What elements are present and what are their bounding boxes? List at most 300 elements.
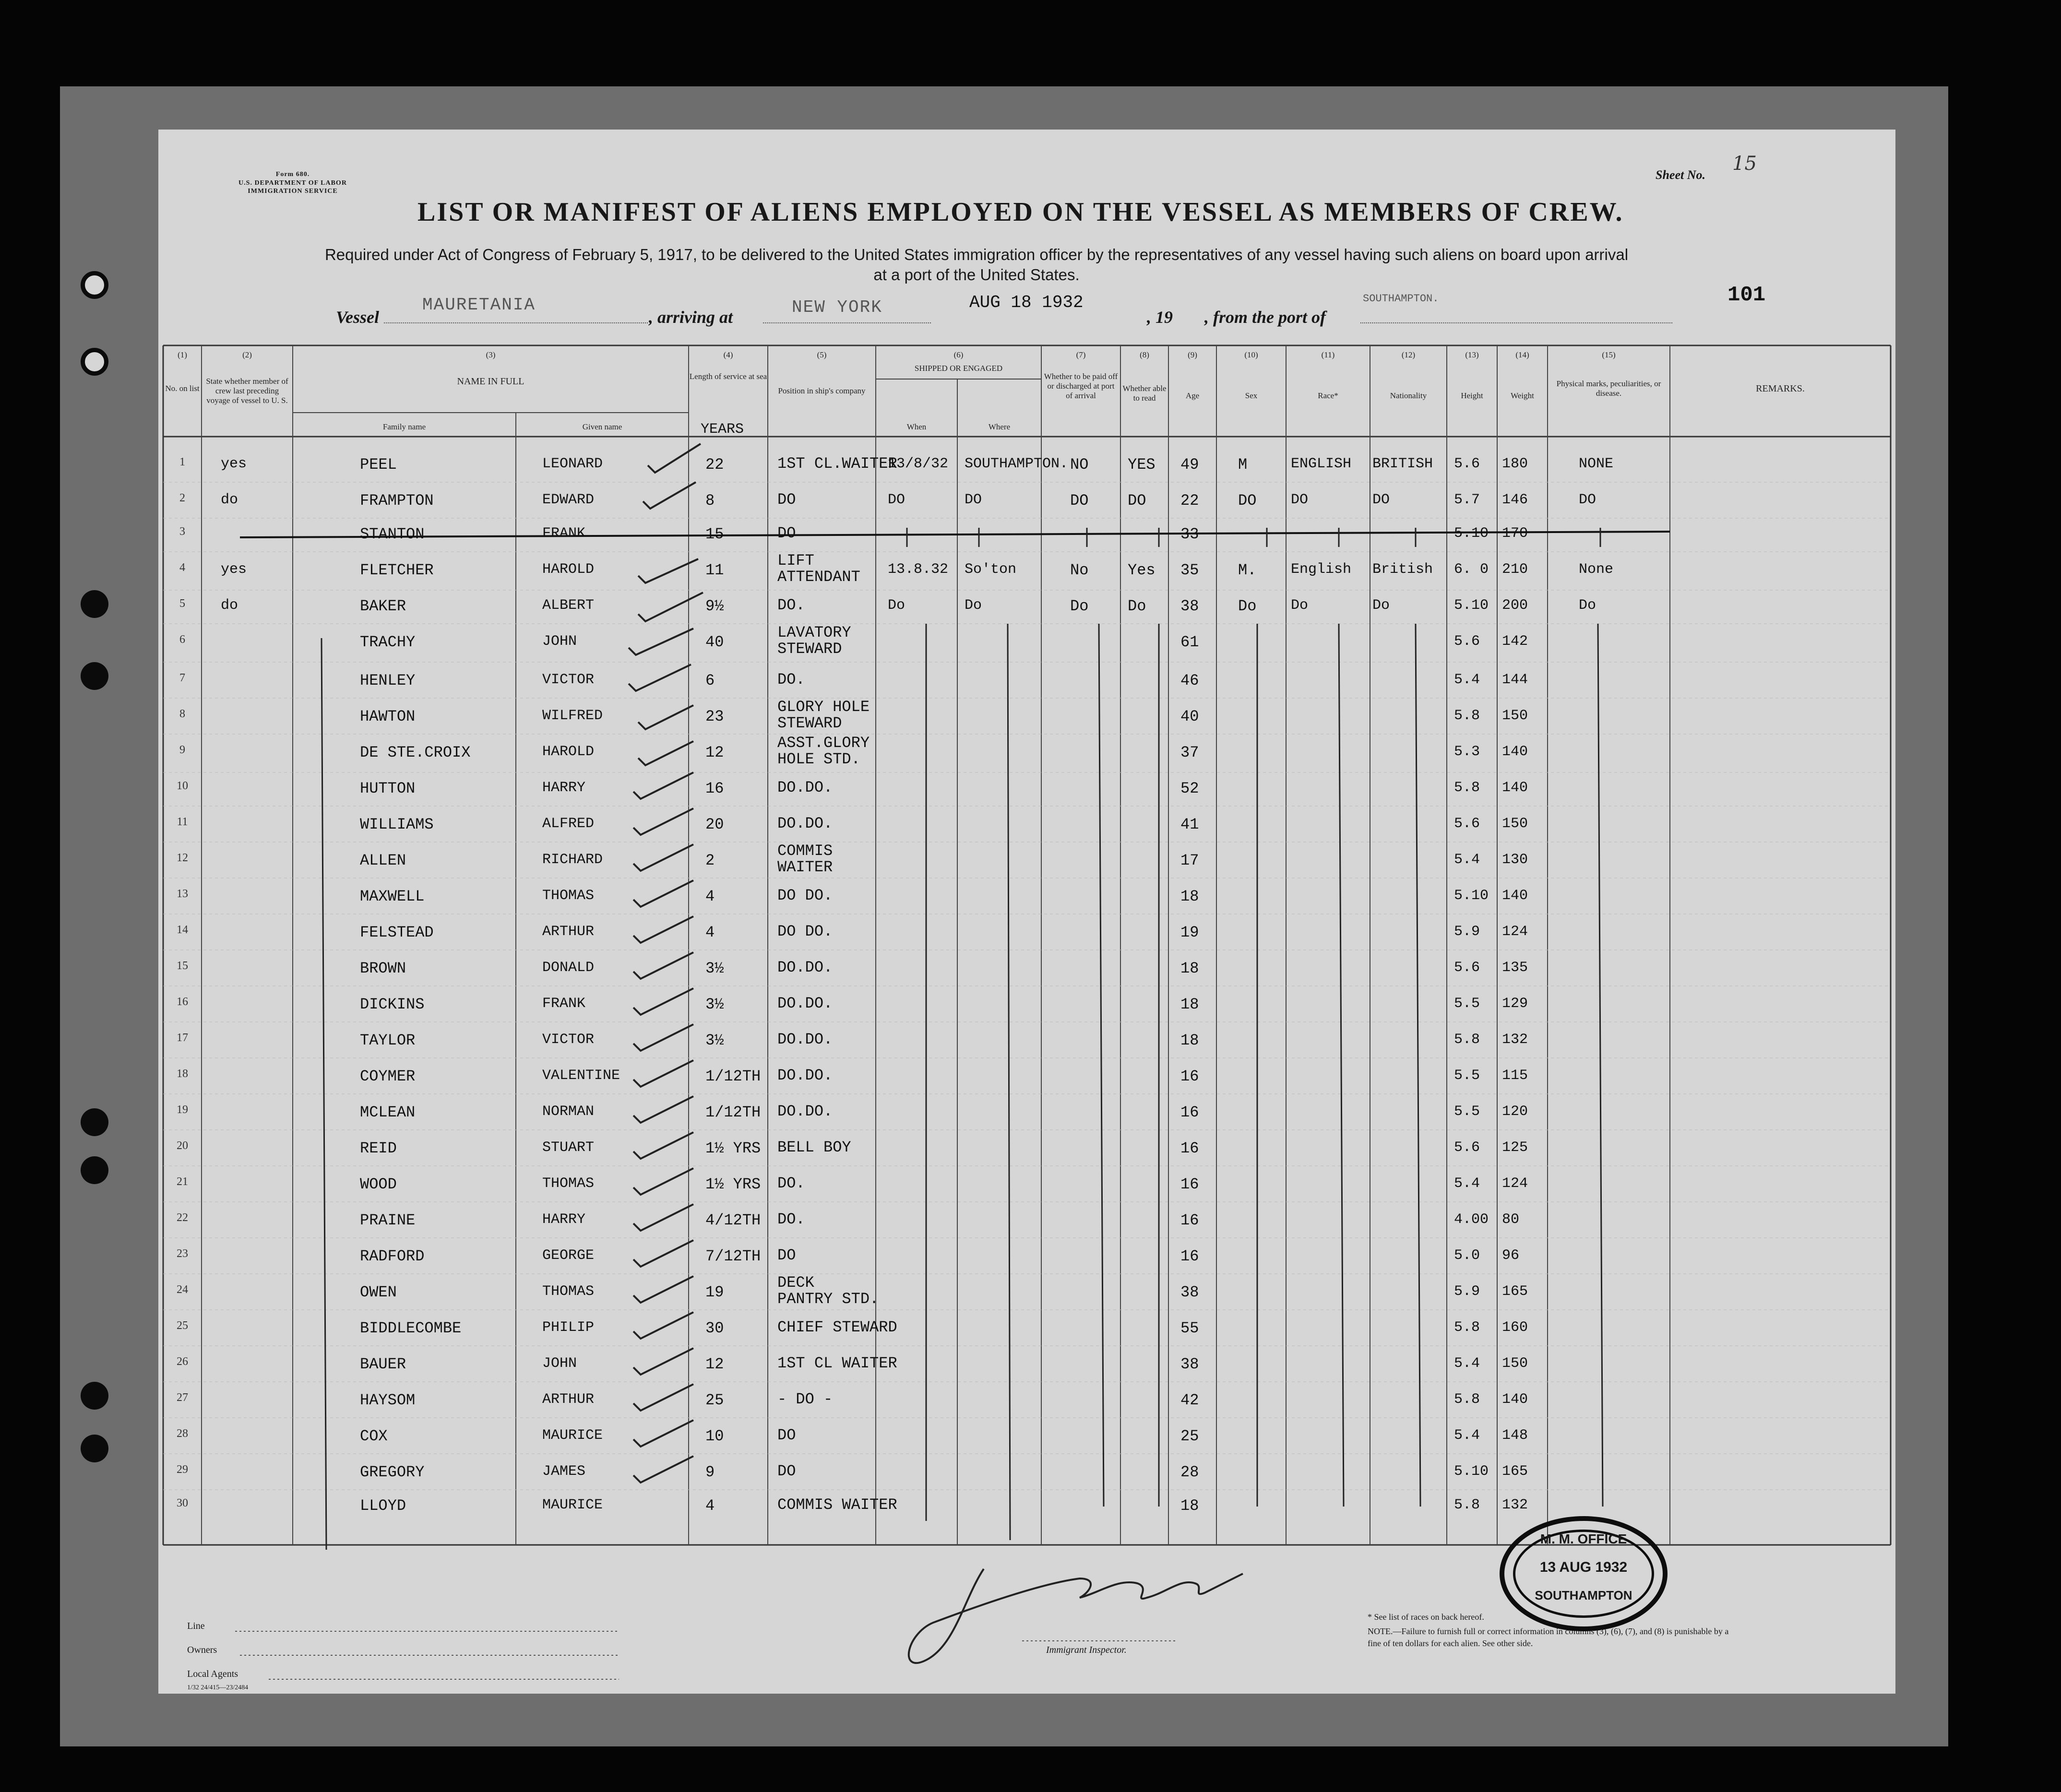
paid-off-at-arrival: NO (1070, 456, 1089, 474)
length-of-service: 7/12TH (705, 1247, 761, 1265)
from-port-label: , from the port of (1204, 308, 1326, 327)
position-in-company: DO. (777, 671, 805, 688)
col-head-position: Position in ship's company (778, 386, 866, 395)
physical-marks: NONE (1579, 456, 1614, 472)
age: 16 (1180, 1068, 1199, 1085)
position-in-company: DO.DO. (777, 1067, 833, 1084)
height: 5.10 (1454, 888, 1489, 904)
weight: 148 (1502, 1427, 1528, 1444)
stamp-place: SOUTHAMPTON (1535, 1588, 1632, 1602)
age: 28 (1180, 1463, 1199, 1481)
position-in-company: DO.DO. (777, 815, 833, 832)
position-in-company: GLORY HOLE STEWARD (777, 698, 870, 732)
length-of-service: 9½ (705, 597, 724, 615)
stamp-date: 13 AUG 1932 (1539, 1559, 1628, 1575)
age: 38 (1180, 1283, 1199, 1301)
age: 17 (1180, 852, 1199, 869)
punch-hole (81, 1435, 108, 1462)
arriving-port: NEW YORK (792, 297, 882, 317)
family-name: HAWTON (360, 708, 416, 725)
weight: 140 (1502, 744, 1528, 760)
col-head-sex: Sex (1245, 391, 1258, 400)
length-of-service: 30 (705, 1319, 724, 1337)
col-num-12: (12) (1401, 350, 1416, 359)
position-in-company: DO (777, 1462, 796, 1480)
length-of-service: 1/12TH (705, 1104, 761, 1121)
height: 5.5 (1454, 1068, 1480, 1084)
race: Do (1291, 597, 1309, 614)
weight: 150 (1502, 1355, 1528, 1372)
position-in-company: 1ST CL WAITER (777, 1354, 897, 1372)
height: 5.10 (1454, 525, 1489, 542)
position-in-company: DO. (777, 1210, 805, 1228)
col-num-4: (4) (723, 350, 733, 359)
weight: 132 (1502, 1497, 1528, 1513)
given-name: LEONARD (542, 456, 603, 472)
position-in-company: COMMIS WAITER (777, 842, 833, 876)
given-name: JAMES (542, 1463, 586, 1480)
length-of-service: 6 (705, 672, 715, 689)
nationality: Do (1372, 597, 1390, 614)
height: 5.6 (1454, 816, 1480, 832)
weight: 96 (1502, 1247, 1520, 1264)
weight: 170 (1502, 525, 1528, 542)
row-number: 10 (177, 780, 188, 792)
age: 52 (1180, 780, 1199, 797)
age: 35 (1180, 561, 1199, 579)
age: 18 (1180, 1032, 1199, 1049)
height: 5.5 (1454, 1104, 1480, 1120)
paid-off-at-arrival: No (1070, 561, 1089, 579)
height: 5.0 (1454, 1247, 1480, 1264)
row-number: 2 (179, 492, 185, 504)
col-head-age: Age (1185, 391, 1200, 400)
col-head-when: When (906, 422, 927, 431)
length-of-service: 4 (705, 924, 715, 941)
position-in-company: - DO - (777, 1390, 833, 1408)
vessel-label: Vessel (336, 308, 379, 327)
given-name: FRANK (542, 996, 586, 1012)
family-name: RADFORD (360, 1247, 425, 1265)
given-name: RICHARD (542, 852, 603, 868)
height: 5.5 (1454, 996, 1480, 1012)
family-name: REID (360, 1139, 397, 1157)
age: 19 (1180, 924, 1199, 941)
age: 49 (1180, 456, 1199, 474)
weight: 180 (1502, 456, 1528, 472)
length-of-service: 12 (705, 1355, 724, 1373)
height: 5.8 (1454, 1497, 1480, 1513)
weight: 140 (1502, 1391, 1528, 1408)
row-number: 14 (177, 924, 188, 936)
given-name: THOMAS (542, 888, 595, 904)
footer-print-code: 1/32 24/415—23/2484 (187, 1684, 249, 1691)
given-name: VICTOR (542, 672, 595, 688)
family-name: TAYLOR (360, 1032, 416, 1049)
able-to-read: YES (1128, 456, 1156, 474)
manifest-sheet (158, 130, 1895, 1694)
family-name: BAUER (360, 1355, 406, 1373)
shipped-where: Do (965, 597, 982, 614)
weight: 144 (1502, 672, 1528, 688)
col-head-paid-off: Whether to be paid off or discharged at port of arrival (1044, 372, 1118, 400)
weight: 150 (1502, 816, 1528, 832)
position-in-company: DO DO. (777, 923, 833, 940)
sheet-number: 15 (1732, 153, 1757, 175)
given-name: DONALD (542, 960, 595, 976)
weight: 142 (1502, 633, 1528, 650)
row-number: 19 (177, 1104, 188, 1116)
punch-hole (81, 348, 108, 376)
weight: 80 (1502, 1211, 1520, 1228)
row-number: 27 (177, 1391, 188, 1404)
vessel-name: MAURETANIA (422, 295, 536, 315)
given-name: JOHN (542, 1355, 577, 1372)
length-of-service: 40 (705, 633, 724, 651)
col-num-8: (8) (1140, 350, 1149, 359)
arrival-date-stamp: AUG 18 1932 (969, 293, 1084, 312)
weight: 200 (1502, 597, 1528, 614)
col-head-given-name: Given name (582, 422, 622, 431)
col-head-able-to-read: Whether able to read (1122, 384, 1167, 403)
col-num-1: (1) (178, 350, 187, 359)
length-of-service: 4 (705, 1497, 715, 1515)
physical-marks: None (1579, 561, 1614, 578)
length-of-service: 3½ (705, 1032, 724, 1049)
family-name: FELSTEAD (360, 924, 434, 941)
row-number: 9 (179, 744, 185, 756)
weight: 210 (1502, 561, 1528, 578)
position-in-company: DO.DO. (777, 779, 833, 796)
family-name: STANTON (360, 525, 425, 543)
able-to-read: Yes (1128, 561, 1156, 579)
col-head-where: Where (988, 422, 1011, 431)
height: 6. 0 (1454, 561, 1489, 578)
length-of-service: 1/12TH (705, 1068, 761, 1085)
page-title: LIST OR MANIFEST OF ALIENS EMPLOYED ON THE VESSEL AS MEMBERS OF CREW. (417, 197, 1624, 227)
length-of-service: 4 (705, 888, 715, 905)
sheet-number-label: Sheet No. (1656, 168, 1705, 182)
col-num-14: (14) (1515, 350, 1529, 359)
row-number: 1 (179, 456, 185, 468)
length-of-service: 4/12TH (705, 1211, 761, 1229)
arriving-label: , arriving at (649, 308, 733, 327)
height: 5.4 (1454, 1175, 1480, 1192)
age: 46 (1180, 672, 1199, 689)
row-number: 13 (177, 888, 188, 900)
form-number: Form 680. (275, 171, 310, 178)
shipped-where: SOUTHAMPTON. (965, 456, 1069, 472)
row-number: 29 (177, 1463, 188, 1476)
height: 5.7 (1454, 492, 1480, 508)
length-of-service: 19 (705, 1283, 724, 1301)
col-head-length-of-service: Length of service at sea (689, 372, 767, 381)
age: 61 (1180, 633, 1199, 651)
shipped-where: DO (965, 492, 982, 508)
punch-hole (81, 590, 108, 618)
position-in-company: CHIEF STEWARD (777, 1318, 897, 1336)
given-name: JOHN (542, 633, 577, 650)
height: 5.4 (1454, 1355, 1480, 1372)
height: 5.8 (1454, 708, 1480, 724)
service-name: IMMIGRATION SERVICE (248, 188, 338, 195)
footer-agents-label: Local Agents (187, 1669, 238, 1679)
punch-hole (81, 1382, 108, 1410)
given-name: ALBERT (542, 597, 595, 614)
height: 5.9 (1454, 924, 1480, 940)
position-in-company: 1ST CL.WAITER (777, 455, 897, 473)
age: 42 (1180, 1391, 1199, 1409)
family-name: MAXWELL (360, 888, 425, 905)
age: 41 (1180, 816, 1199, 833)
given-name: PHILIP (542, 1319, 595, 1336)
length-of-service: 3½ (705, 996, 724, 1013)
given-name: ARTHUR (542, 1391, 595, 1408)
length-of-service: 15 (705, 525, 724, 543)
able-to-read: Do (1128, 597, 1146, 615)
age: 16 (1180, 1139, 1199, 1157)
given-name: VALENTINE (542, 1068, 620, 1084)
height: 5.10 (1454, 597, 1489, 614)
col-head-name-in-full: NAME IN FULL (457, 376, 524, 387)
height: 5.8 (1454, 1319, 1480, 1336)
given-name: ALFRED (542, 816, 595, 832)
row-number: 7 (179, 672, 185, 684)
row-number: 3 (179, 525, 185, 538)
position-in-company: DO. (777, 596, 805, 614)
col-num-6: (6) (953, 350, 964, 359)
row-number: 25 (177, 1319, 188, 1332)
position-in-company: DO (777, 1426, 796, 1444)
weight: 140 (1502, 780, 1528, 796)
length-of-service: 8 (705, 492, 715, 510)
col-num-13: (13) (1465, 350, 1479, 359)
age: 18 (1180, 996, 1199, 1013)
position-in-company: ASST.GLORY HOLE STD. (777, 734, 870, 768)
given-name: HAROLD (542, 744, 595, 760)
height: 5.4 (1454, 672, 1480, 688)
height: 5.8 (1454, 1391, 1480, 1408)
race: ENGLISH (1291, 456, 1352, 472)
position-in-company: DO (777, 1246, 796, 1264)
length-of-service: 1½ YRS (705, 1175, 761, 1193)
able-to-read: DO (1128, 492, 1146, 510)
races-note: * See list of races on back hereof. (1368, 1612, 1484, 1622)
age: 38 (1180, 597, 1199, 615)
col-head-shipped-or-engaged: SHIPPED OR ENGAGED (914, 364, 1003, 373)
position-in-company: LIFT ATTENDANT (777, 552, 860, 586)
given-name: HAROLD (542, 561, 595, 578)
position-in-company: DO (777, 524, 796, 542)
member-last-voyage: yes (221, 456, 247, 472)
weight: 150 (1502, 708, 1528, 724)
given-name: HARRY (542, 1211, 586, 1228)
row-number: 18 (177, 1068, 188, 1080)
given-name: EDWARD (542, 492, 595, 508)
height: 5.6 (1454, 960, 1480, 976)
age: 37 (1180, 744, 1199, 761)
position-in-company: BELL BOY (777, 1139, 851, 1156)
col-head-physical-marks: Physical marks, peculiarities, or disease. (1556, 379, 1661, 398)
height: 5.6 (1454, 633, 1480, 650)
family-name: PRAINE (360, 1211, 416, 1229)
given-name: GEORGE (542, 1247, 595, 1264)
height: 4.00 (1454, 1211, 1489, 1228)
row-number: 23 (177, 1247, 188, 1260)
weight: 124 (1502, 924, 1528, 940)
height: 5.6 (1454, 1139, 1480, 1156)
position-in-company: DO.DO. (777, 995, 833, 1012)
member-last-voyage: do (221, 492, 238, 508)
row-number: 16 (177, 996, 188, 1008)
col-num-3: (3) (486, 350, 496, 359)
given-name: MAURICE (542, 1427, 603, 1444)
weight: 160 (1502, 1319, 1528, 1336)
col-num-2: (2) (242, 350, 252, 359)
row-number: 30 (177, 1497, 188, 1509)
height: 5.9 (1454, 1283, 1480, 1300)
length-of-service: 9 (705, 1463, 715, 1481)
row-number: 20 (177, 1139, 188, 1152)
weight: 146 (1502, 492, 1528, 508)
col-num-10: (10) (1244, 350, 1258, 359)
given-name: MAURICE (542, 1497, 603, 1513)
age: 18 (1180, 1497, 1199, 1515)
nationality: BRITISH (1372, 456, 1433, 472)
col-head-race: Race* (1318, 391, 1338, 400)
position-in-company: DO (777, 491, 796, 509)
age: 16 (1180, 1175, 1199, 1193)
row-number: 11 (177, 816, 188, 828)
position-in-company: DO.DO. (777, 1031, 833, 1048)
length-of-service: 22 (705, 456, 724, 474)
height: 5.4 (1454, 852, 1480, 868)
family-name: COYMER (360, 1068, 416, 1085)
physical-marks: DO (1579, 492, 1596, 508)
family-name: BROWN (360, 960, 406, 977)
given-name: FRANK (542, 525, 586, 542)
nationality: British (1372, 561, 1433, 578)
weight: 125 (1502, 1139, 1528, 1156)
member-last-voyage: do (221, 597, 238, 614)
sex: M. (1238, 561, 1257, 579)
length-of-service: 23 (705, 708, 724, 725)
family-name: OWEN (360, 1283, 397, 1301)
page-subtitle: Required under Act of Congress of February 5, 1917, to be delivered to the United States immigration officer by the representatives of any vessel having such aliens on board upon arrival at a port of the United States. (324, 246, 1629, 284)
row-number: 4 (179, 561, 185, 574)
height: 5.3 (1454, 744, 1480, 760)
family-name: MCLEAN (360, 1104, 416, 1121)
office-stamp (1500, 1516, 1668, 1631)
position-in-company: LAVATORY STEWARD (777, 624, 851, 658)
given-name: THOMAS (542, 1283, 595, 1300)
row-number: 12 (177, 852, 188, 864)
col-head-height: Height (1461, 391, 1483, 400)
height: 5.6 (1454, 456, 1480, 472)
family-name: LLOYD (360, 1497, 406, 1515)
shipped-when: 13.8.32 (888, 561, 949, 578)
punch-hole (81, 271, 108, 299)
length-of-service: 25 (705, 1391, 724, 1409)
family-name: BIDDLECOMBE (360, 1319, 462, 1337)
weight: 132 (1502, 1032, 1528, 1048)
age: 18 (1180, 888, 1199, 905)
weight: 165 (1502, 1463, 1528, 1480)
row-number: 21 (177, 1175, 188, 1188)
paid-off-at-arrival: Do (1070, 597, 1089, 615)
height: 5.4 (1454, 1427, 1480, 1444)
race: English (1291, 561, 1352, 578)
row-number: 15 (177, 960, 188, 972)
given-name: THOMAS (542, 1175, 595, 1192)
sex: Do (1238, 597, 1257, 615)
position-in-company: DO.DO. (777, 959, 833, 976)
row-number: 6 (179, 633, 185, 646)
family-name: BAKER (360, 597, 406, 615)
shipped-where: So'ton (965, 561, 1017, 578)
paid-off-at-arrival: DO (1070, 492, 1089, 510)
length-of-service: 20 (705, 816, 724, 833)
col-num-15: (15) (1602, 350, 1616, 359)
stamp-office: M. M. OFFICE (1540, 1531, 1627, 1546)
member-last-voyage: yes (221, 561, 247, 578)
row-number: 22 (177, 1211, 188, 1224)
weight: 135 (1502, 960, 1528, 976)
col-num-9: (9) (1188, 350, 1197, 359)
col-head-family-name: Family name (382, 422, 426, 431)
age: 25 (1180, 1427, 1199, 1445)
family-name: HAYSOM (360, 1391, 416, 1409)
row-number: 5 (179, 597, 185, 610)
family-name: FLETCHER (360, 561, 434, 579)
age: 18 (1180, 960, 1199, 977)
weight: 115 (1502, 1068, 1528, 1084)
col-head-weight: Weight (1511, 391, 1534, 400)
family-name: COX (360, 1427, 388, 1445)
from-port: SOUTHAMPTON. (1363, 293, 1439, 305)
weight: 165 (1502, 1283, 1528, 1300)
length-of-service: 12 (705, 744, 724, 761)
row-number: 26 (177, 1355, 188, 1368)
nationality: DO (1372, 492, 1390, 508)
col-head-years: YEARS (701, 421, 744, 438)
age: 55 (1180, 1319, 1199, 1337)
footer-owners-label: Owners (187, 1645, 217, 1655)
given-name: ARTHUR (542, 924, 595, 940)
given-name: WILFRED (542, 708, 603, 724)
shipped-when: 13/8/32 (888, 456, 949, 472)
height: 5.8 (1454, 1032, 1480, 1048)
age: 16 (1180, 1104, 1199, 1121)
punch-hole (81, 1156, 108, 1184)
punch-hole (81, 662, 108, 690)
age: 33 (1180, 525, 1199, 543)
age: 40 (1180, 708, 1199, 725)
row-number: 17 (177, 1032, 188, 1044)
weight: 130 (1502, 852, 1528, 868)
age: 16 (1180, 1247, 1199, 1265)
given-name: VICTOR (542, 1032, 595, 1048)
length-of-service: 16 (705, 780, 724, 797)
col-num-5: (5) (817, 350, 827, 359)
sex: M (1238, 456, 1248, 474)
page-number: 101 (1727, 283, 1766, 307)
sex: DO (1238, 492, 1257, 510)
year-label: , 19 (1147, 308, 1173, 327)
family-name: PEEL (360, 456, 397, 474)
family-name: HUTTON (360, 780, 416, 797)
position-in-company: DO.DO. (777, 1103, 833, 1120)
